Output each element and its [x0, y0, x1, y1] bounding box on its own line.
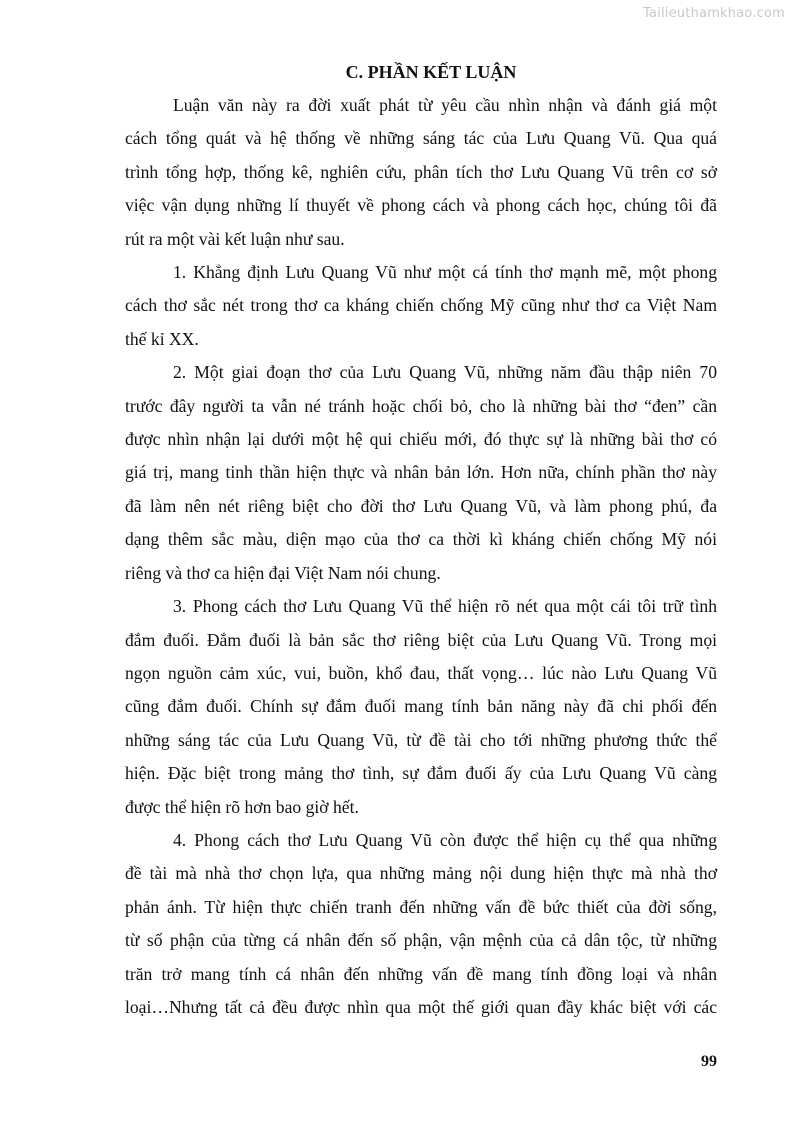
- text-line: 4. Phong cách thơ Lưu Quang Vũ còn được thể hiện cụ thể qua những: [173, 829, 717, 850]
- text-line: ngọn nguồn cảm xúc, vui, buồn, khổ đau, thất vọng… lúc nào Lưu Quang Vũ: [125, 662, 717, 683]
- text-line: đề tài mà nhà thơ chọn lựa, qua những mảng nội dung hiện thực mà nhà thơ: [125, 863, 717, 884]
- document-page: [125, 55, 717, 1024]
- text-line: hiện. Đặc biệt trong mảng thơ tình, sự đắm đuối ấy của Lưu Quang Vũ càng: [125, 763, 717, 784]
- text-line: trước đây người ta vẫn né tránh hoặc chối bỏ, cho là những bài thơ “đen” cần: [125, 395, 717, 416]
- text-line: đắm đuối. Đắm đuối là bản sắc thơ riêng biệt của Lưu Quang Vũ. Trong mọi: [125, 629, 717, 650]
- text-line: loại…Nhưng tất cả đều được nhìn qua một thế giới quan đầy khác biệt với các: [125, 996, 717, 1017]
- text-line: trăn trở mang tính cá nhân đến những vấn đề mang tính đồng loại và nhân: [125, 963, 717, 984]
- text-line: từ số phận của từng cá nhân đến số phận, vận mệnh của cả dân tộc, từ những: [125, 930, 717, 951]
- text-line: những sáng tác của Lưu Quang Vũ, từ đề tài cho tới những phương thức thể: [125, 729, 717, 750]
- text-line: thế kỉ XX.: [125, 328, 199, 349]
- paragraph: [125, 89, 717, 256]
- text-line: cách thơ sắc nét trong thơ ca kháng chiến chống Mỹ cũng như thơ ca Việt Nam: [125, 295, 717, 316]
- paragraph: [125, 590, 717, 824]
- paragraph: [125, 256, 717, 356]
- text-line: cũng đắm đuối. Chính sự đắm đuối mang tính bản năng này đã chi phối đến: [125, 696, 717, 717]
- text-line: được thể hiện rõ hơn bao giờ hết.: [125, 796, 359, 817]
- text-line: phản ánh. Từ hiện thực chiến tranh đến những vấn đề bức thiết của đời sống,: [125, 896, 717, 917]
- paragraph: [125, 356, 717, 590]
- text-line: giá trị, mang tinh thần hiện thực và nhân bản lớn. Hơn nữa, chính phần thơ này: [125, 462, 717, 483]
- section-title: C. PHẦN KẾT LUẬN: [345, 62, 517, 82]
- paragraph: [125, 824, 717, 1024]
- text-line: rút ra một vài kết luận như sau.: [125, 228, 345, 249]
- text-line: 2. Một giai đoạn thơ của Lưu Quang Vũ, những năm đầu thập niên 70: [173, 362, 717, 383]
- page-number: 99: [701, 1053, 717, 1070]
- text-line: đã làm nên nét riêng biệt cho đời thơ Lưu Quang Vũ, và làm phong phú, đa: [125, 495, 717, 516]
- text-line: việc vận dụng những lí thuyết về phong cách và phong cách học, chúng tôi đã: [125, 195, 717, 216]
- text-line: cách tổng quát và hệ thống về những sáng tác của Lưu Quang Vũ. Qua quá: [125, 128, 717, 149]
- text-line: 3. Phong cách thơ Lưu Quang Vũ thể hiện rõ nét qua một cái tôi trữ tình: [173, 596, 717, 617]
- text-line: trình tổng hợp, thống kê, nghiên cứu, phân tích thơ Lưu Quang Vũ trên cơ sở: [125, 161, 717, 182]
- text-line: riêng và thơ ca hiện đại Việt Nam nói chung.: [125, 562, 441, 583]
- document-body: [125, 89, 717, 1024]
- text-line: dạng thêm sắc màu, diện mạo của thơ ca thời kì kháng chiến chống Mỹ nói: [125, 529, 717, 550]
- watermark-text: Tailieuthamkhao.com: [643, 6, 785, 21]
- text-line: 1. Khẳng định Lưu Quang Vũ như một cá tính thơ mạnh mẽ, một phong: [173, 262, 717, 283]
- text-line: được nhìn nhận lại dưới một hệ qui chiếu mới, đó thực sự là những bài thơ có: [125, 429, 717, 450]
- text-line: Luận văn này ra đời xuất phát từ yêu cầu nhìn nhận và đánh giá một: [173, 95, 717, 115]
